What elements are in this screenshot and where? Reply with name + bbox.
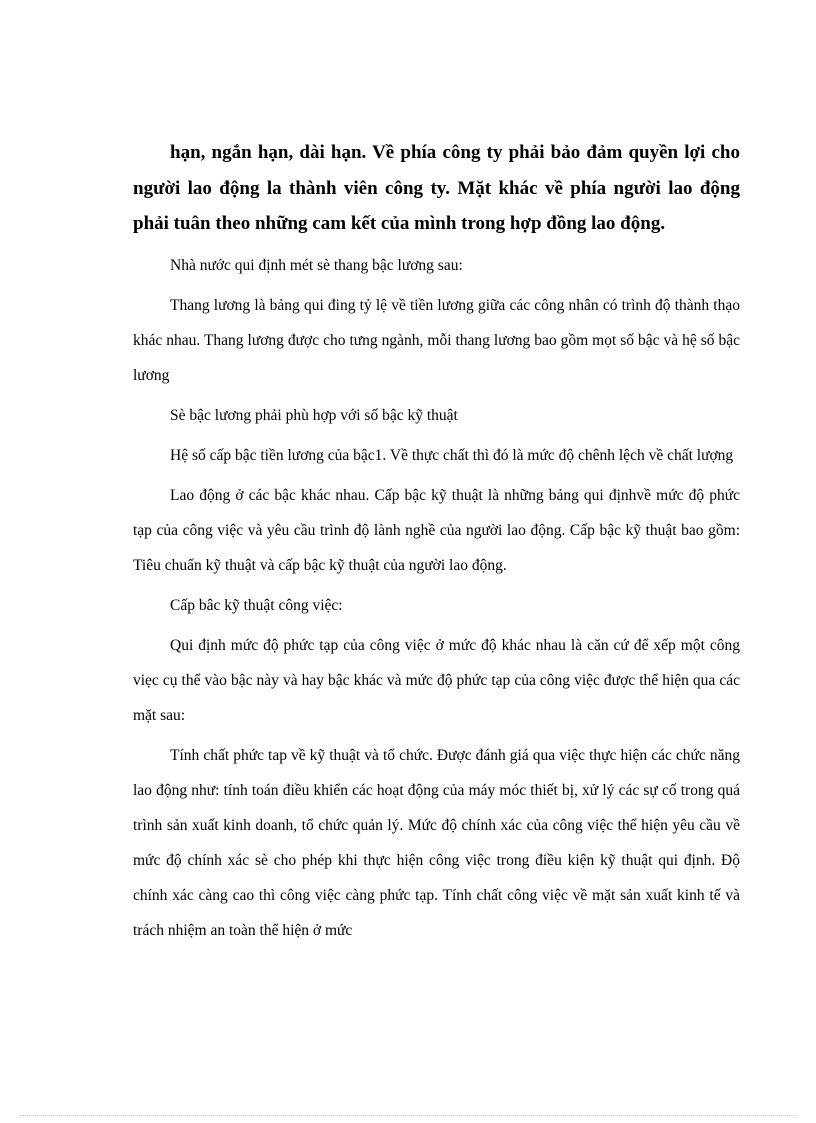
paragraph-2: Nhà nước qui định mét sè thang bậc lương sau: [170,256,463,274]
paragraph-1: hạn, ngắn hạn, dài hạn. Về phía công ty phải bảo đảm quyền lợi cho người lao động la thành viên công ty. Mặt khác về phía người lao động phải tuân theo những cam kết của mình trong hợp đồng lao động. [133,142,740,234]
paragraph-3: Thang lương là bảng qui đing tỷ lệ về tiền lương giữa các công nhân có trình độ thành thạo khác nhau. Thang lương được cho tưng ngành, mỗi thang lương bao gồm mọt số bậc và hệ số bậc lương [133,296,740,384]
footer-divider [20,1115,796,1116]
paragraph-7: Cấp bâc kỹ thuật công việc: [170,596,343,614]
paragraph-4: Sè bậc lương phải phù hợp với số bậc kỹ thuật [170,406,458,424]
paragraph-9: Tính chất phức tap về kỹ thuật và tổ chức. Được đánh giá qua việc thực hiện các chức năng lao động như: tính toán điều khiển các hoạt động của máy móc thiết bị, xử lý các sự cố trong quá trình sản xuất kinh doanh, tổ chức quản lý. Mức độ chính xác của công việc thể hiện yêu cầu về mức độ chính xác sè cho phép khi thực hiện công việc trong điều kiện kỹ thuật qui định. Độ chính xác càng cao thì công việc càng phức tạp. Tính chất công việc về mặt sản xuất kinh tế và trách nhiệm an toàn thể hiện ở mức [133,746,740,939]
paragraph-8: Qui định mức độ phức tạp của công việc ở mức độ khác nhau là căn cứ để xếp một công viẹc cụ thể vào bậc này và hay bậc khác và mức độ phức tạp của công việc được thể hiện qua các mặt sau: [133,636,740,724]
document-body [133,135,740,953]
paragraph-6: Lao động ở các bậc khác nhau. Cấp bậc kỹ thuật là những bảng qui địnhvề mức độ phức tạp của công việc và yêu cầu trình độ lành nghề của người lao động. Cấp bậc kỹ thuật bao gồm: Tiêu chuẩn kỹ thuật và cấp bậc kỹ thuật của người lao động. [133,486,740,574]
paragraph-5: Hệ số cấp bậc tiền lương của bậc1. Về thực chất thì đó là mức độ chênh lệch về chất lượng [170,446,734,464]
